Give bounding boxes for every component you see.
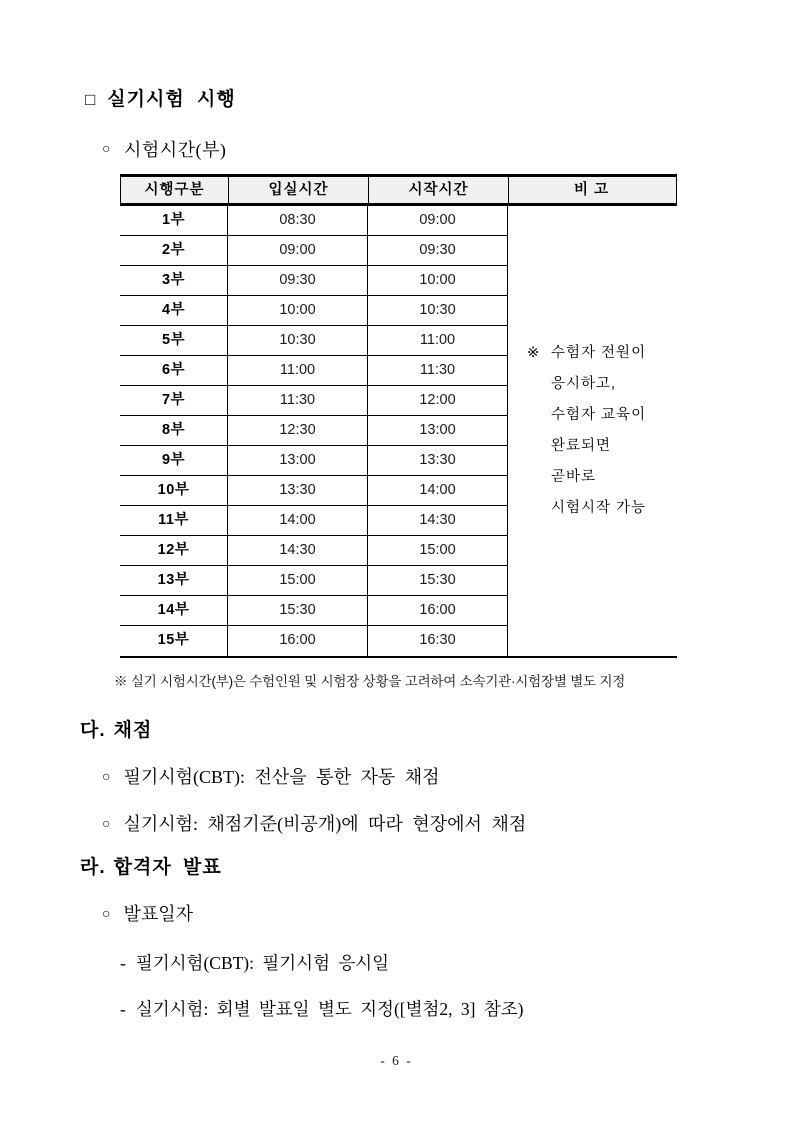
entry-time-cell: 11:30 bbox=[228, 386, 368, 416]
announcement-item-text: 필기시험(CBT): 필기시험 응시일 bbox=[135, 953, 390, 973]
section-label: 다. bbox=[80, 720, 106, 741]
entry-time-cell: 10:30 bbox=[228, 326, 368, 356]
start-time-cell: 16:00 bbox=[368, 596, 508, 626]
table-row bbox=[120, 326, 510, 356]
section-label: 라. bbox=[80, 857, 106, 878]
start-time-cell: 11:30 bbox=[368, 356, 508, 386]
section-heading-grading bbox=[80, 719, 793, 743]
dash-bullet: - bbox=[120, 953, 126, 973]
remark-line bbox=[527, 400, 677, 431]
table-row bbox=[120, 536, 510, 566]
section-heading-text: 합격자 발표 bbox=[113, 857, 222, 878]
table-row bbox=[120, 416, 510, 446]
table-row bbox=[120, 506, 510, 536]
table-header-row bbox=[120, 177, 677, 206]
grading-item-text: 필기시험(CBT): 전산을 통한 자동 채점 bbox=[123, 767, 440, 787]
table-header-cell: 비 고 bbox=[573, 182, 610, 198]
grading-item-text: 실기시험: 채점기준(비공개)에 따라 현장에서 채점 bbox=[123, 814, 527, 834]
table-row bbox=[120, 296, 510, 326]
remark-line bbox=[527, 493, 677, 524]
session-cell: 1부 bbox=[120, 206, 228, 236]
section-heading-practical-exam bbox=[85, 88, 793, 112]
section-heading-announcement bbox=[80, 856, 793, 880]
start-time-cell: 10:00 bbox=[368, 266, 508, 296]
exam-schedule-table bbox=[120, 174, 677, 658]
remark-line bbox=[527, 338, 677, 369]
table-row bbox=[120, 356, 510, 386]
table-header-cell: 입실시간 bbox=[229, 177, 369, 203]
start-time-cell: 11:00 bbox=[368, 326, 508, 356]
session-cell: 12부 bbox=[120, 536, 228, 566]
remark-line-text: 응시하고, bbox=[551, 376, 617, 392]
start-time-cell: 10:30 bbox=[368, 296, 508, 326]
remark-line bbox=[527, 431, 677, 462]
start-time-cell: 09:00 bbox=[368, 206, 508, 236]
entry-time-cell: 15:30 bbox=[228, 596, 368, 626]
session-cell: 3부 bbox=[120, 266, 228, 296]
table-row bbox=[120, 206, 510, 236]
session-cell: 2부 bbox=[120, 236, 228, 266]
entry-time-cell: 08:30 bbox=[228, 206, 368, 236]
remark-line bbox=[527, 462, 677, 493]
remark-line bbox=[527, 369, 677, 400]
table-header-cell: 시행구분 bbox=[121, 177, 229, 203]
exam-time-subheading-text: 시험시간(부) bbox=[123, 140, 227, 160]
entry-time-cell: 16:00 bbox=[228, 626, 368, 656]
announcement-item-practical bbox=[120, 998, 793, 1021]
start-time-cell: 13:30 bbox=[368, 446, 508, 476]
entry-time-cell: 09:30 bbox=[228, 266, 368, 296]
entry-time-cell: 11:00 bbox=[228, 356, 368, 386]
page-number: - 6 - bbox=[380, 1053, 413, 1068]
circle-bullet-icon: ○ bbox=[102, 817, 111, 832]
table-rows bbox=[120, 206, 510, 656]
start-time-cell: 14:00 bbox=[368, 476, 508, 506]
grading-item-written bbox=[102, 766, 793, 789]
section-heading-text: 실기시험 시행 bbox=[107, 89, 236, 110]
announcement-item-written bbox=[120, 952, 793, 975]
session-cell: 10부 bbox=[120, 476, 228, 506]
circle-bullet-icon: ○ bbox=[102, 770, 111, 785]
table-footnote: ※ 실기 시험시간(부)은 수험인원 및 시험장 상황을 고려하여 소속기관·시험장별 별도 지정 bbox=[114, 674, 626, 689]
remark-line-text: 수험자 전원이 bbox=[551, 345, 647, 361]
remark-merged-cell bbox=[510, 206, 677, 656]
table-row bbox=[120, 266, 510, 296]
entry-time-cell: 10:00 bbox=[228, 296, 368, 326]
exam-time-subheading bbox=[102, 139, 793, 161]
table-row bbox=[120, 236, 510, 266]
remark-line-text: 곧바로 bbox=[551, 469, 597, 485]
reference-mark-icon: ※ bbox=[527, 345, 540, 361]
remark-line-text: 수험자 교육이 bbox=[551, 407, 647, 423]
start-time-cell: 15:30 bbox=[368, 566, 508, 596]
announcement-date-subheading bbox=[102, 903, 793, 926]
session-cell: 15부 bbox=[120, 626, 228, 656]
start-time-cell: 15:00 bbox=[368, 536, 508, 566]
table-row bbox=[120, 596, 510, 626]
entry-time-cell: 12:30 bbox=[228, 416, 368, 446]
session-cell: 9부 bbox=[120, 446, 228, 476]
table-row bbox=[120, 626, 510, 656]
entry-time-cell: 14:00 bbox=[228, 506, 368, 536]
entry-time-cell: 09:00 bbox=[228, 236, 368, 266]
start-time-cell: 16:30 bbox=[368, 626, 508, 656]
section-heading-text: 채점 bbox=[113, 720, 153, 741]
table-header-cell: 시작시간 bbox=[369, 177, 509, 203]
table-row bbox=[120, 446, 510, 476]
circle-bullet-icon: ○ bbox=[102, 142, 111, 157]
circle-bullet-icon: ○ bbox=[102, 907, 111, 922]
session-cell: 11부 bbox=[120, 506, 228, 536]
table-row bbox=[120, 386, 510, 416]
announcement-item-text: 실기시험: 회별 발표일 별도 지정([별첨2, 3] 참조) bbox=[135, 999, 524, 1019]
session-cell: 4부 bbox=[120, 296, 228, 326]
session-cell: 7부 bbox=[120, 386, 228, 416]
session-cell: 5부 bbox=[120, 326, 228, 356]
table-body bbox=[120, 206, 677, 656]
start-time-cell: 09:30 bbox=[368, 236, 508, 266]
square-bullet-icon: □ bbox=[85, 90, 96, 109]
entry-time-cell: 15:00 bbox=[228, 566, 368, 596]
session-cell: 13부 bbox=[120, 566, 228, 596]
announcement-date-text: 발표일자 bbox=[123, 904, 194, 924]
table-row bbox=[120, 476, 510, 506]
start-time-cell: 13:00 bbox=[368, 416, 508, 446]
table-row bbox=[120, 566, 510, 596]
session-cell: 8부 bbox=[120, 416, 228, 446]
remark-line-text: 완료되면 bbox=[551, 438, 612, 454]
entry-time-cell: 13:30 bbox=[228, 476, 368, 506]
grading-item-practical bbox=[102, 813, 793, 836]
dash-bullet: - bbox=[120, 999, 126, 1019]
session-cell: 14부 bbox=[120, 596, 228, 626]
remark-line-text: 시험시작 가능 bbox=[551, 500, 647, 516]
entry-time-cell: 13:00 bbox=[228, 446, 368, 476]
session-cell: 6부 bbox=[120, 356, 228, 386]
start-time-cell: 12:00 bbox=[368, 386, 508, 416]
entry-time-cell: 14:30 bbox=[228, 536, 368, 566]
start-time-cell: 14:30 bbox=[368, 506, 508, 536]
